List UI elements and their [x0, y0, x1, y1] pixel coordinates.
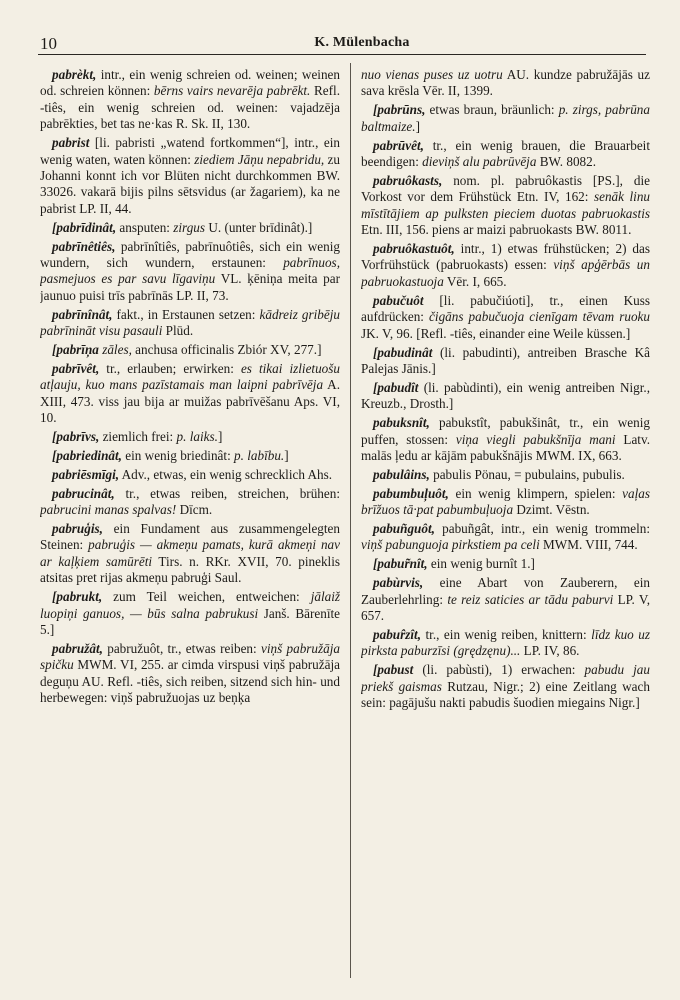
entry-continuation: Rutzau, Nigr.; 2) eine Zeitlang wach sein: pagājušu nakti pabudis šuodien miegains Nigr.]	[361, 678, 650, 711]
entry-definition: tr., ein wenig reiben, knittern:	[421, 627, 592, 642]
entry-headword: [pabrukt,	[52, 589, 103, 605]
entry-definition: ein wenig klimpern, spielen:	[448, 485, 623, 501]
entry-example: es tikai izlietuošu atļauju, kuo mans pazīstamais man laipni pabrīvēja	[40, 360, 340, 393]
entry-continuation: JK. V, 96. [Refl. -tiês, einander eine Weile küssen.]	[361, 325, 631, 341]
entry-continuation: AU. kundze pabružājās uz sava krēsla Vēr. II, 1399.	[361, 67, 650, 99]
entry-example: nuo vienas puses uz uotru	[361, 67, 503, 82]
entry-headword: pabrīnînât,	[52, 306, 113, 322]
entry-continuation: MWM. VI, 255. ar cimda virspusi viņš pabružāja deguņu AU. Refl. -tiês, sich reiben, sitzend sich hin- und herbewegen: viņš pabružuojas uz beņķa	[40, 657, 340, 706]
entry-definition: tr., ein wenig brauen, die Brauarbeit beendigen:	[361, 137, 650, 170]
entry-definition: ein Fundament aus zusammengelegten Steinen:	[40, 521, 340, 553]
entry-headword: pabriēsmīgi,	[52, 466, 120, 482]
entry-headword: pabur̂zît,	[373, 627, 422, 642]
entry-example: ziediem Jāņu nepabridu,	[194, 151, 325, 167]
dictionary-entry	[40, 307, 340, 340]
entry-continuation: VL. ķēniņa meita par jaunuo puisi trīs pabrīnās LP. II, 73.	[40, 271, 340, 303]
entry-example: kādreiz gribēju pabrīnināt visu pasauli	[40, 306, 340, 339]
entry-example: viņš apģērbās un pabruokastuoja	[361, 257, 650, 289]
entry-continuation: Latv. malās ļedu ar kājām pabukšnājis MWM. IX, 663.	[361, 431, 650, 463]
dictionary-entry	[40, 448, 340, 464]
dictionary-entry	[361, 486, 650, 519]
entry-continuation: Tirs. n. RKr. XVII, 70. pineklis atsitas pret rijas akmeņu pabruģi Saul.	[40, 553, 340, 586]
dictionary-entry	[361, 467, 650, 483]
entry-definition: pabulis Pönau, = pubulains, pubulis.	[429, 466, 625, 482]
entry-continuation: ]	[284, 447, 289, 463]
entry-definition: fakt., in Erstaunen setzen:	[112, 306, 260, 322]
entry-definition: zum Teil weichen, entweichen:	[102, 589, 311, 605]
dictionary-entry	[361, 662, 650, 711]
dictionary-entry	[361, 173, 650, 239]
entry-headword: pabrīvêt,	[52, 360, 100, 376]
entry-example: zirgus	[173, 219, 206, 235]
entry-definition: ansputen:	[116, 219, 174, 235]
entry-definition: eine Abart von Zauberern, ein Zauberlehrling:	[361, 575, 650, 607]
entry-continuation: anchusa officinalis Zbiór XV, 277.]	[131, 342, 322, 357]
entry-headword: pabumbuļuôt,	[373, 485, 449, 501]
entry-definition: (li. pabudinti), antreiben Brasche Kâ Palejas Jānis.]	[361, 344, 650, 376]
page-header	[38, 28, 646, 55]
entry-example: čigāns pabučuoja cienīgam tēvam ruoku	[429, 309, 650, 325]
dictionary-entry	[40, 589, 340, 638]
dictionary-entry	[40, 220, 340, 236]
entry-headword: pabrīnêtiês,	[52, 238, 116, 254]
entry-continuation: MWM. VIII, 744.	[539, 537, 638, 553]
entry-definition: (li. pabùdinti), ein wenig antreiben Nigr., Kreuzb., Drosth.]	[361, 379, 650, 412]
dictionary-entry	[361, 380, 650, 413]
entry-headword: pabružât,	[52, 640, 103, 656]
entry-continuation: LP. V, 657.	[361, 591, 650, 624]
column-divider	[350, 63, 351, 978]
right-column	[361, 67, 650, 992]
entry-example: p. labību.	[234, 447, 285, 463]
dictionary-entry	[361, 67, 650, 100]
entry-example: te reiz saticies ar tādu paburvi	[447, 591, 614, 607]
entry-example: pabrucini manas spalvas!	[40, 502, 177, 518]
dictionary-entry	[361, 627, 650, 660]
dictionary-entry	[40, 521, 340, 587]
entry-example: p. laiks.	[176, 429, 218, 445]
entry-continuation: LP. IV, 86.	[520, 643, 580, 659]
entry-continuation: Etn. III, 156. piens ar maizi pabruokasts BW. 8011.	[361, 222, 632, 238]
entry-example: senāk linu mīstītājiem ap pulksten pieciem duotas pabruokastis	[361, 189, 650, 221]
entry-definition: ein wenig burnît 1.]	[427, 556, 535, 572]
entry-example: p. zirgs, pabrūna baltmaize.	[361, 102, 650, 134]
entry-headword: pabrucinât,	[52, 485, 115, 501]
entry-headword: [pabrīdinât,	[52, 219, 117, 235]
entry-continuation: Refl. -tiês, ein wenig schreien od. weinen: vajadzēja pabrēkties, bet tas ne·kas R. Sk. II, 130.	[40, 83, 340, 132]
entry-continuation: U. (unter brīdinât).]	[205, 219, 313, 235]
entry-continuation: Plūd.	[162, 323, 194, 339]
entry-headword: pabruôkastuôt,	[373, 241, 455, 257]
entry-definition: pabrīnîtiês, pabrīnuôtiês, sich ein wenig wundern, sich wundern, erstaunen:	[40, 238, 340, 270]
entry-definition: ziemlich frei:	[99, 429, 177, 445]
entry-definition: [li. pabučiúoti], tr., einen Kuss aufdrücken:	[361, 292, 650, 325]
dictionary-entry	[361, 415, 650, 464]
entry-continuation: A. XIII, 473. viss jau bija ar muižas pabrīvēšanu Aps. VI, 10.	[40, 377, 340, 426]
entry-headword: [pabrūns,	[373, 102, 426, 118]
entry-example: bērns vairs nevarēja pabrēkt.	[153, 83, 311, 99]
entry-example: pabrīnuos, pasmejuos es par savu līgaviņu	[40, 254, 340, 287]
dictionary-entry	[361, 575, 650, 624]
dictionary-entry	[361, 102, 650, 135]
entry-headword: [pabudît	[373, 379, 419, 395]
entry-example: vaļas brīžuos tā·pat pabumbuļuoja	[361, 485, 650, 518]
dictionary-entry	[40, 641, 340, 707]
dictionary-entry	[40, 467, 340, 483]
entry-definition: (li. pabùsti), 1) erwachen:	[413, 662, 585, 678]
entry-headword: pabrèkt,	[52, 67, 97, 82]
entry-definition: pabukstît, pabukšinât, tr., ein wenig puffen, stossen:	[361, 415, 650, 447]
entry-headword: pabučuôt	[373, 292, 424, 308]
entry-example: līdz kuo uz pirksta paburzīsi (grędzęnu)...	[361, 627, 650, 659]
entry-definition: [li. pabristi „watend fortkommen“], intr., ein wenig waten, waten können:	[40, 135, 340, 167]
dictionary-entry	[40, 67, 340, 133]
entry-headword: pabuksnît,	[373, 415, 430, 431]
entry-definition: ein wenig briedinât:	[121, 447, 235, 463]
dictionary-entry	[361, 556, 650, 572]
dictionary-entry	[40, 239, 340, 305]
running-head: K. Mülenbacha	[314, 35, 410, 50]
entry-headword: pabrūvêt,	[373, 137, 424, 153]
dictionary-entry	[361, 293, 650, 342]
entry-headword: [pabrīņa	[52, 342, 99, 357]
left-column	[40, 67, 340, 992]
dictionary-entry	[40, 486, 340, 519]
entry-example: dieviņš alu pabrūvēja	[422, 154, 537, 170]
dictionary-entry	[40, 429, 340, 445]
dictionary-entry	[40, 342, 340, 358]
entry-definition: tr., erlauben; erwirken:	[99, 360, 241, 376]
entry-headword: pabruôkasts,	[373, 172, 443, 188]
entry-continuation: ]	[217, 429, 223, 445]
entry-continuation: Dīcm.	[176, 502, 213, 518]
dictionary-entry	[40, 135, 340, 217]
entry-headword: pabuñguôt,	[373, 521, 435, 537]
entry-continuation: Vēr. I, 665.	[443, 273, 507, 289]
entry-continuation: zu Johanni konnt ich vor Blüten nicht durchkommen BW. 33026. vakarā bijis pilns sētsvidus (ar žagariem), ka ne pabrist LP. II, 44.	[40, 151, 340, 216]
entry-continuation: BW. 8082.	[536, 154, 597, 170]
entry-headword: [pabur̃nît,	[373, 556, 428, 572]
entry-definition: pabuñgât, intr., ein wenig trommeln:	[434, 521, 650, 537]
entry-definition: intr., 1) etwas frühstücken; 2) das Vorfrühstück (pabruokasts) essen:	[361, 241, 650, 273]
entry-headword: [pabrīvs,	[52, 429, 100, 445]
dictionary-entry	[361, 241, 650, 290]
dictionary-entry	[361, 138, 650, 171]
entry-continuation: Dzimt. Vēstn.	[513, 502, 590, 518]
entry-definition: intr., ein wenig schreien od. weinen; weinen od. schreien können:	[40, 67, 340, 99]
entry-definition: etwas braun, bräunlich:	[425, 102, 559, 118]
entry-headword: pabruģis,	[52, 521, 103, 537]
dictionary-entry	[361, 521, 650, 554]
entry-headword: [pabust	[373, 662, 414, 678]
entry-headword: [pabudinât	[373, 344, 433, 360]
entry-example: viņš pabružāja spičku	[40, 640, 340, 673]
entry-headword: pabulâins,	[373, 466, 430, 482]
entry-headword: pabùrvis,	[373, 575, 424, 591]
dictionary-entry	[40, 361, 340, 427]
entry-example: zāles,	[102, 342, 132, 357]
entry-definition: tr., etwas reiben, streichen, brühen:	[114, 485, 340, 501]
entry-definition: nom. pl. pabruôkastis [PS.], die Vorkost vor dem Frühstück Etn. IV, 162:	[361, 172, 650, 205]
page-number: 10	[40, 34, 57, 53]
dictionary-entry	[361, 345, 650, 378]
entry-headword: [pabriedinât,	[52, 447, 122, 463]
entry-definition: pabružuôt, tr., etwas reiben:	[102, 640, 261, 656]
entry-example: viņa viegli pabukšnīja mani	[455, 431, 616, 447]
entry-example: pabruģis — akmeņu pamats, kurā akmeņi nav ar kaļķiem samūrēti	[40, 537, 340, 569]
entry-headword: pabrist	[52, 135, 90, 151]
entry-continuation: Janš. Bārenīte 5.]	[40, 605, 340, 637]
entry-example: jālaiž luopiņi ganuos, — būs salna pabrukusi	[40, 589, 340, 621]
entry-continuation: ]	[415, 118, 420, 134]
entry-definition: Adv., etwas, ein wenig schrecklich Ahs.	[119, 466, 333, 482]
entry-example: viņš pabunguoja pirkstiem pa celi	[361, 537, 540, 553]
entry-example: pabudu jau priekš gaismas	[361, 662, 650, 694]
